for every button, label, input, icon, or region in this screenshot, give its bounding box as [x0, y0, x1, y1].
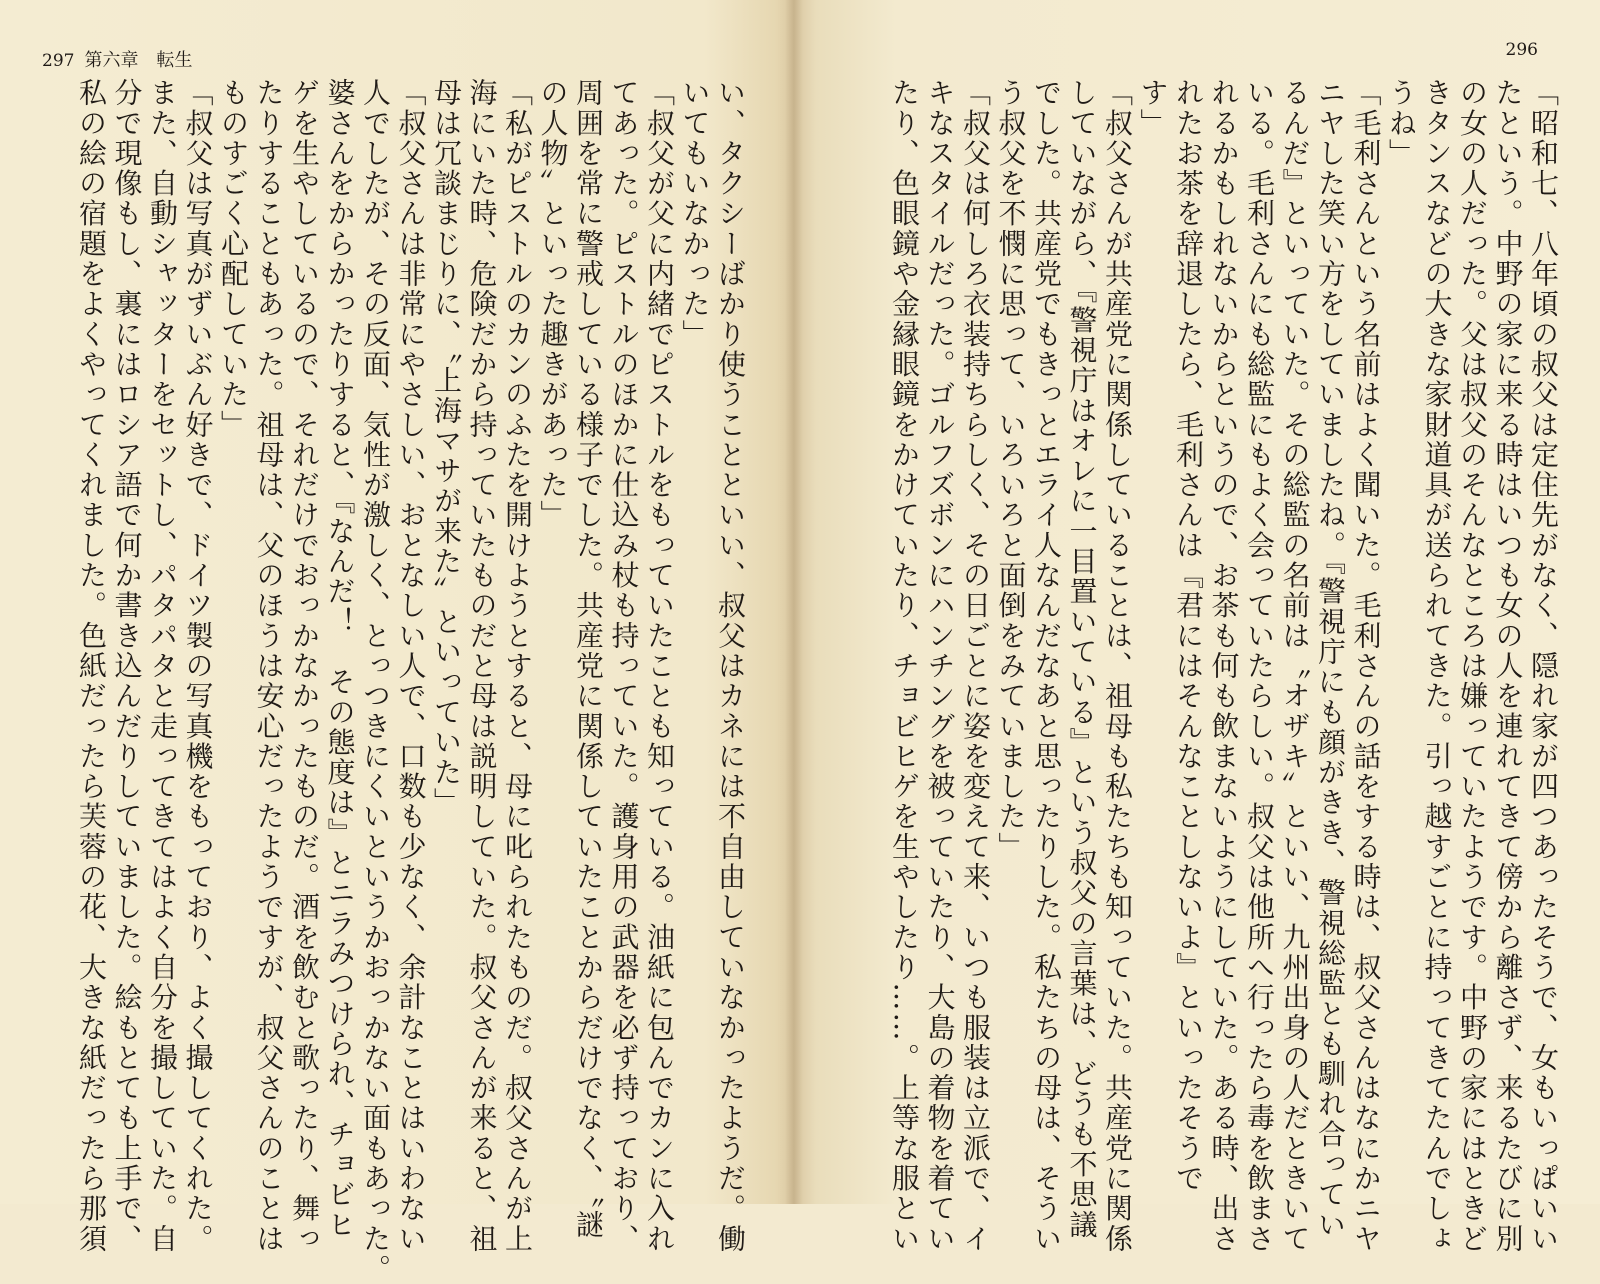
- left-page-number: 297: [42, 51, 75, 71]
- text-line: 婆さんをからかったりすると、『なんだ！ その態度は』とニラみつけられ、チョビヒ: [323, 78, 357, 1240]
- text-line: 「叔父は何しろ衣装持ちらしく、その日ごとに姿を変えて来、いつも服装は立派で、イ: [959, 78, 992, 1254]
- text-line: たという。中野の家に来る時はいつも女の人を連れてきて傍から離さず、来るたびに別: [1491, 78, 1525, 1254]
- text-line: ゲを生やしているので、それだけでおっかなかったものだ。酒を飲むと歌ったり、舞っ: [288, 78, 321, 1254]
- text-line: たりすることもあった。祖母は、父のほうは安心だったようですが、叔父さんのことは: [252, 78, 286, 1254]
- text-line: 人でしたが、その反面、気性が激しく、とっつきにくいというかおっかない面もあった。: [359, 78, 392, 1284]
- text-line: てあった。ピストルのほかに仕込み杖も持っていた。護身用の武器を必ず持っており、: [607, 78, 641, 1254]
- text-line: 「私がピストルのカンのふたを開けようとすると、母に叱られたものだ。叔父さんが上: [501, 78, 534, 1254]
- text-line: 母は冗談まじりに、〝上海マサが来た〟といっていた」: [430, 78, 463, 818]
- text-line: うね」: [1385, 78, 1418, 169]
- text-line: いてもいなかった」: [678, 78, 712, 350]
- text-line: 「毛利さんという名前はよく聞いた。毛利さんの話をする時は、叔父さんはなにかニヤ: [1349, 78, 1383, 1254]
- text-line: 周囲を常に警戒している様子でした。共産党に関係していたことからだけでなく、〝謎: [572, 78, 605, 1240]
- text-line: 分で現像もし、裏にはロシア語で何か書き込んだりしていました。絵もとても上手で、: [110, 78, 144, 1254]
- text-line: い、タクシーばかり使うことといい、叔父はカネには不自由していなかったようだ。働: [714, 78, 747, 1254]
- text-line: きタンスなどの大きな家財道具が送られてきた。引っ越すごとに持ってきてたんでしょ: [1420, 78, 1454, 1254]
- text-line: 「叔父は写真がずいぶん好きで、ドイツ製の写真機をもっており、よく撮してくれた。: [181, 78, 215, 1254]
- left-page-body: [36, 78, 748, 1284]
- text-line: していながら、『警視庁はオレに一目置いている』という叔父の言葉は、どうも不思議: [1065, 78, 1099, 1240]
- text-line: の女の人だった。父は叔父のそんなところは嫌っていたようです。中野の家にはときど: [1456, 78, 1489, 1254]
- text-line: 海にいた時、危険だから持っていたものだと母は説明していた。叔父さんが来ると、祖: [465, 78, 499, 1254]
- text-line: れるかもしれないからというので、お茶も何も飲まないようにしていた。ある時、出さ: [1207, 78, 1241, 1254]
- text-line: 私の絵の宿題をよくやってくれました。色紙だったら芙蓉の花、大きな紙だったら那須: [75, 78, 108, 1254]
- left-page: [0, 0, 785, 1284]
- text-line: 「叔父さんは非常にやさしい、おとなしい人で、口数も少なく、余計なことはいわない: [394, 78, 428, 1254]
- text-line: ニヤした笑い方をしていましたね。『警視庁にも顔がきき、警視総監とも馴れ合ってい: [1314, 78, 1347, 1240]
- text-line: キなスタイルだった。ゴルフズボンにハンチングを被っていたり、大島の着物を着てい: [923, 78, 957, 1254]
- text-line: また、自動シャッターをセットし、パタパタと走ってきてはよく自分を撮していた。自: [146, 78, 179, 1254]
- text-line: れたお茶を辞退したら、毛利さんは『君にはそんなことしないよ』といったそうで: [1172, 78, 1205, 1194]
- right-page-body: [809, 78, 1561, 1254]
- text-line: 「昭和七、八年頃の叔父は定住先がなく、隠れ家が四つあったそうで、女もいっぱいい: [1527, 78, 1560, 1254]
- text-line: でした。共産党でもきっとエライ人なんだなあと思ったりした。私たちの母は、そうい: [1030, 78, 1063, 1254]
- text-line: ものすごく心配していた」: [217, 78, 250, 440]
- text-line: いる。毛利さんにも総監にもよく会っていたらしい。叔父は他所へ行ったら毒を飲まさ: [1243, 78, 1276, 1254]
- text-line: 「叔父さんが共産党に関係していることは、祖母も私たちも知っていた。共産党に関係: [1101, 78, 1134, 1254]
- right-page-number: 296: [1505, 40, 1538, 60]
- book-gutter: [785, 0, 803, 1204]
- text-line: たり、色眼鏡や金縁眼鏡をかけていたり、チョビヒゲを生やしたり……。上等な服とい: [888, 78, 921, 1254]
- text-line: るんだ』といっていた。その総監の名前は〝オザキ〟といい、九州出身の人だときいて: [1278, 78, 1312, 1254]
- chapter-title: 第六章 転生: [84, 50, 193, 71]
- text-line: 「叔父が父に内緒でピストルをもっていたことも知っている。油紙に包んでカンに入れ: [643, 78, 676, 1254]
- right-page: [803, 0, 1600, 1254]
- text-line: の人物〟といった趣きがあった」: [536, 78, 570, 531]
- text-line: う叔父を不憫に思って、いろいろと面倒をみていました」: [994, 78, 1028, 862]
- left-page-header: [42, 46, 192, 72]
- text-line: す」: [1136, 78, 1170, 139]
